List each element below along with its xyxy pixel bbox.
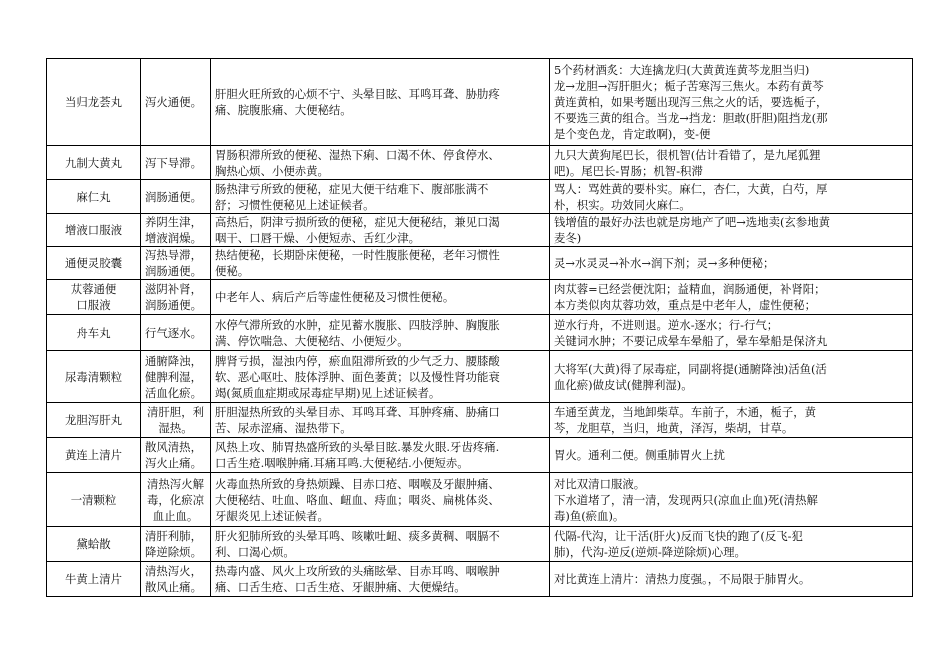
- effect-line: 增液润燥。: [145, 231, 202, 245]
- formula-name-line: 尿毒清颗粒: [65, 369, 122, 384]
- effect-cell: [141, 527, 211, 562]
- mnemonic-note-line: 吧)。尾巴长-胃肠；机智-积滞: [554, 163, 703, 178]
- effect-line: 散风止痛。: [145, 580, 202, 594]
- mnemonic-note-line: 肉苁蓉=已经尝便沈阳；益精血，润肠通便，补肾阳；: [554, 282, 826, 296]
- indication-cell: [211, 315, 550, 351]
- effect-cell: [141, 59, 211, 146]
- formula-name-line: 苁蓉通便: [70, 282, 117, 296]
- effect-cell: [141, 214, 211, 247]
- indication-line: 胸热心烦、小便赤黄。: [215, 163, 329, 178]
- mnemonic-note-line: 灵→水灵灵→补水→润下剂；灵→多种便秘；: [554, 256, 775, 270]
- mnemonic-note-cell: [550, 214, 913, 247]
- formula-name-line: 麻仁丸: [76, 189, 111, 204]
- formula-name-cell: [47, 247, 141, 280]
- effect-cell: [141, 438, 211, 473]
- effect-line: 泻火止痛。: [145, 456, 202, 470]
- formula-name-cell: [47, 146, 141, 180]
- mnemonic-note-line: 肺)，代沟-逆反(逆烦-降逆除烦)心理。: [554, 545, 746, 559]
- indication-line: 中老年人、病后产后等虚性便秘及习惯性便秘。: [215, 290, 455, 304]
- indication-cell: [211, 403, 550, 438]
- effect-cell: [141, 351, 211, 403]
- effect-line: 降逆除烦。: [145, 545, 202, 559]
- effect-line: 行气逐水。: [145, 325, 202, 340]
- mnemonic-note-line: 芩，龙胆草，当归，地黄，泽泻，柴胡，甘草。: [554, 421, 794, 435]
- table-row: [47, 180, 913, 214]
- mnemonic-note-cell: [550, 562, 913, 597]
- indication-cell: [211, 438, 550, 473]
- table-row: [47, 562, 913, 597]
- mnemonic-note-cell: [550, 527, 913, 562]
- table-row: [47, 59, 913, 146]
- effect-line: 活血化瘀。: [145, 385, 202, 400]
- mnemonic-note-line: 麦冬): [554, 231, 582, 245]
- formula-name-line: 牛黄上清片: [65, 572, 122, 586]
- effect-line: 毒，化瘀凉: [147, 492, 204, 507]
- indication-line: 咽干、口唇干燥、小便短赤、舌红少津。: [215, 231, 421, 245]
- indication-line: 肠热津亏所致的便秘，症见大便干结难下、腹部胀满不: [215, 181, 489, 196]
- effect-line: 润肠通便。: [145, 298, 202, 312]
- formula-name-line: 通便灵胶囊: [65, 256, 122, 270]
- indication-line: 大便秘结、吐血、咯血、衄血、痔血；咽炎、扁桃体炎、: [215, 492, 500, 507]
- mnemonic-note-line: 5个药材酒炙：大连擒龙归(大黄黄连黄芩龙胆当归): [554, 63, 810, 77]
- indication-cell: [211, 562, 550, 597]
- formula-name-line: 口服液: [76, 298, 111, 312]
- mnemonic-note-line: 车通至黄龙，当地卸柴草。车前子，木通，栀子，黄: [554, 405, 816, 419]
- mnemonic-note-line: 骂人：骂姓黄的要朴实。麻仁，杏仁，大黄，白芍，厚: [554, 181, 828, 196]
- mnemonic-note-line: 九只大黄狗尾巴长，很机智(估计看错了，是九尾狐狸: [554, 147, 821, 162]
- mnemonic-note-line: 大将军(大黄)得了尿毒症，同副将提(通腑降浊)活鱼(活: [554, 361, 827, 376]
- effect-line: 通腑降浊，: [145, 353, 202, 368]
- mnemonic-note-cell: [550, 403, 913, 438]
- effect-line: 湿热。: [158, 421, 193, 435]
- indication-line: 水停气滞所致的水肿，症见蓄水腹胀、四肢浮肿、胸腹胀: [215, 317, 500, 332]
- mnemonic-note-line: 下水道堵了，清一清，发现两只(凉血止血)死(清热解: [554, 492, 818, 507]
- formula-name-cell: [47, 562, 141, 597]
- mnemonic-note-line: 关键词水肿；不要记成晕车晕船了，晕车晕船是保济丸: [554, 333, 828, 348]
- mnemonic-note-line: 对比黄连上清片：清热力度强。，不局限于肺胃火。: [554, 572, 811, 586]
- effect-cell: [141, 473, 211, 527]
- indication-cell: [211, 351, 550, 403]
- indication-line: 风热上攻、肺胃热盛所致的头晕目眩.暴发火眼.牙齿疼痛.: [215, 440, 500, 454]
- effect-line: 泻热导滞，: [145, 248, 202, 262]
- effect-line: 润肠通便。: [145, 264, 202, 278]
- mnemonic-note-line: 逆水行舟，不进则退。逆水-逐水；行-行气；: [554, 317, 779, 332]
- formula-name-cell: [47, 438, 141, 473]
- formula-name-cell: [47, 280, 141, 315]
- effect-cell: [141, 403, 211, 438]
- effect-line: 泻火通便。: [145, 95, 202, 109]
- mnemonic-note-line: 钱增值的最好办法也就是房地产了吧→选地卖(玄参地黄: [554, 215, 830, 229]
- indication-line: 竭(氮质血症期或尿毒症早期)见上述证候者。: [215, 385, 441, 400]
- table-row: [47, 146, 913, 180]
- indication-line: 肝胆火旺所致的心烦不宁、头晕目眩、耳鸣耳聋、胁肋疼: [215, 87, 500, 101]
- table-row: [47, 247, 913, 280]
- indication-cell: [211, 180, 550, 214]
- formula-name-cell: [47, 214, 141, 247]
- effect-cell: [141, 315, 211, 351]
- indication-line: 满、停饮喘急、大便秘结、小便短少。: [215, 333, 409, 348]
- formula-name-cell: [47, 403, 141, 438]
- indication-line: 口舌生疮.咽喉肿痛.耳痛耳鸣.大便秘结.小便短赤。: [215, 456, 469, 470]
- formula-name-cell: [47, 59, 141, 146]
- indication-line: 痛、口舌生疮、口舌生疮、牙龈肿痛、大便燥结。: [215, 580, 466, 594]
- indication-cell: [211, 527, 550, 562]
- indication-line: 高热后，阴津亏损所致的便秘，症见大便秘结，兼见口渴: [215, 215, 500, 229]
- effect-line: 清肝利肺，: [145, 529, 202, 543]
- mnemonic-note-line: 朴，枳实。功效同火麻仁。: [554, 197, 691, 212]
- mnemonic-note-cell: [550, 351, 913, 403]
- mnemonic-note-cell: [550, 438, 913, 473]
- mnemonic-note-line: 对比双清口服液。: [554, 476, 646, 491]
- indication-line: 火毒血热所致的身热烦躁、目赤口疮、咽喉及牙龈肿痛、: [215, 476, 500, 491]
- table-row: [47, 315, 913, 351]
- effect-cell: [141, 247, 211, 280]
- mnemonic-note-line: 黄连黄柏，如果考题出现泻三焦之火的话，要选栀子，: [554, 95, 828, 109]
- indication-line: 舒；习惯性便秘见上述证候者。: [215, 197, 375, 212]
- table-row: [47, 403, 913, 438]
- effect-line: 健脾利湿，: [145, 369, 202, 384]
- formula-name-cell: [47, 473, 141, 527]
- mnemonic-note-cell: [550, 315, 913, 351]
- table-row: [47, 214, 913, 247]
- table-row: [47, 438, 913, 473]
- table-row: [47, 280, 913, 315]
- indication-line: 胃肠积滞所致的便秘、湿热下痢、口渴不休、停食停水、: [215, 147, 500, 162]
- indication-cell: [211, 59, 550, 146]
- mnemonic-note-cell: [550, 247, 913, 280]
- effect-line: 清热泻火，: [145, 564, 202, 578]
- mnemonic-note-line: 胃火。通利二便。侧重肺胃火上扰: [554, 448, 725, 462]
- indication-line: 苦、尿赤涩痛、湿热带下。: [215, 421, 352, 435]
- mnemonic-note-line: 是个变色龙，肯定敢啊)，变-便: [554, 127, 711, 141]
- effect-line: 血止血。: [152, 508, 199, 523]
- effect-line: 养阴生津，: [145, 215, 202, 229]
- formula-name-cell: [47, 351, 141, 403]
- herbal-formula-table: [46, 58, 913, 597]
- mnemonic-note-cell: [550, 473, 913, 527]
- formula-name-cell: [47, 527, 141, 562]
- formula-name-line: 当归龙荟丸: [65, 95, 122, 109]
- table-body: [47, 59, 913, 597]
- indication-line: 软、恶心呕吐、肢体浮肿、面色萎黄；以及慢性肾功能衰: [215, 369, 500, 384]
- table-row: [47, 351, 913, 403]
- table-row: [47, 473, 913, 527]
- indication-cell: [211, 214, 550, 247]
- mnemonic-note-line: 不要选三黄的组合。当龙→挡龙：胆敢(肝胆)阻挡龙(那: [554, 111, 828, 125]
- mnemonic-note-line: 毒)鱼(瘀血)。: [554, 508, 625, 523]
- effect-line: 清热泻火解: [147, 476, 204, 491]
- indication-line: 热毒内盛、风火上攻所致的头痛眩晕、目赤耳鸣、咽喉肿: [215, 564, 500, 578]
- indication-cell: [211, 280, 550, 315]
- mnemonic-note-line: 龙→龙胆→泻肝胆火；栀子苦寒泻三焦火。本药有黄芩: [554, 79, 824, 93]
- mnemonic-note-cell: [550, 146, 913, 180]
- formula-name-line: 增液口服液: [65, 223, 122, 237]
- formula-name-line: 九制大黄丸: [65, 155, 122, 170]
- formula-name-cell: [47, 315, 141, 351]
- effect-cell: [141, 280, 211, 315]
- table-row: [47, 527, 913, 562]
- effect-cell: [141, 562, 211, 597]
- mnemonic-note-line: 代隔-代沟，让干活(肝火)反而飞快的跑了(反飞-犯: [554, 529, 803, 543]
- indication-cell: [211, 473, 550, 527]
- indication-line: 脾肾亏损，湿浊内停，瘀血阻滞所致的少气乏力、腰膝酸: [215, 353, 500, 368]
- indication-line: 便秘。: [215, 264, 250, 278]
- formula-name-line: 舟车丸: [76, 325, 111, 340]
- formula-name-line: 黛蛤散: [76, 537, 111, 551]
- mnemonic-note-line: 血化瘀)做皮试(健脾利湿)。: [554, 377, 693, 392]
- effect-line: 润肠通便。: [145, 189, 202, 204]
- mnemonic-note-cell: [550, 280, 913, 315]
- effect-cell: [141, 180, 211, 214]
- effect-line: 滋阴补肾，: [145, 282, 202, 296]
- effect-line: 清肝胆，利: [147, 405, 204, 419]
- indication-line: 利、口渴心烦。: [215, 545, 295, 559]
- formula-name-line: 龙胆泻肝丸: [65, 413, 122, 427]
- formula-name-line: 一清颗粒: [70, 492, 117, 507]
- mnemonic-note-cell: [550, 59, 913, 146]
- indication-cell: [211, 146, 550, 180]
- effect-cell: [141, 146, 211, 180]
- mnemonic-note-cell: [550, 180, 913, 214]
- effect-line: 泻下导滞。: [145, 155, 202, 170]
- indication-line: 肝火犯肺所致的头晕耳鸣、咳嗽吐衄、痰多黄稠、咽膈不: [215, 529, 500, 543]
- indication-line: 热结便秘，长期卧床便秘，一时性腹胀便秘，老年习惯性: [215, 248, 500, 262]
- indication-line: 肝胆湿热所致的头晕目赤、耳鸣耳聋、耳肿疼痛、胁痛口: [215, 405, 500, 419]
- formula-name-cell: [47, 180, 141, 214]
- mnemonic-note-line: 本方类似肉苁蓉功效，重点是中老年人，虚性便秘；: [554, 298, 816, 312]
- indication-cell: [211, 247, 550, 280]
- formula-name-line: 黄连上清片: [65, 448, 122, 462]
- indication-line: 牙龈炎见上述证候者。: [215, 508, 329, 523]
- indication-line: 痛、脘腹胀痛、大便秘结。: [215, 103, 352, 117]
- effect-line: 散风清热，: [145, 440, 202, 454]
